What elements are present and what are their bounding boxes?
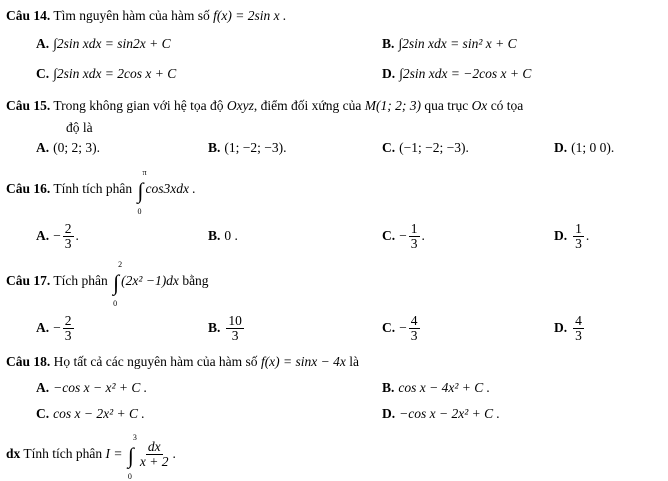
axis-name: Ox [471,98,488,113]
option-d[interactable]: D. ∫2sin xdx = −2cos x + C [382,66,532,81]
question-number: Câu 17. [6,273,51,288]
fraction: $\frac{4}{3}$ [410,313,418,344]
question-text: Tính tích phân [23,445,103,461]
option-b[interactable]: B. 0 . [208,228,238,243]
question-number: dx [6,445,21,461]
option-a[interactable]: A. −cos x − x² + C . [36,380,148,395]
option-d[interactable]: D. (1; 0 0). [554,140,615,155]
option-a[interactable]: A. ∫2sin xdx = sin2x + C [36,36,171,51]
option-b[interactable]: B. $\frac{10}{3}$ [208,313,242,344]
option-c[interactable]: C. − $\frac{1}{3}$ . [382,221,425,252]
question-text: Trong không gian với hệ tọa độ [53,98,224,113]
option-a[interactable]: A. (0; 2; 3). [36,140,100,155]
option-d[interactable]: D. $\frac{4}{3}$ [554,313,582,344]
question-text: Tính tích phân [53,181,133,196]
question-text: Họ tất cả các nguyên hàm của hàm số [53,354,258,369]
question-19: dx Tính tích phân I = ∫ 3 0 $\frac{dx}{x + 2}$ . [6,432,176,481]
fraction: $\frac{dx}{x + 2}$ [139,439,169,470]
fraction: $\frac{1}{3}$ [575,221,582,252]
question-17: Câu 17. Tích phân ∫ 2 0 (2x² −1)dx bằng [6,260,209,308]
question-number: Câu 15. [6,98,51,113]
option-d[interactable]: D. −cos x − 2x² + C . [382,406,500,421]
option-d[interactable]: D. $\frac{1}{3}$ . [554,221,590,252]
option-c[interactable]: C. cos x − 2x² + C . [36,406,145,421]
integrand: cos3xdx . [145,181,196,196]
fraction: $\frac{1}{3}$ [410,221,418,252]
integral-sign: ∫ 2 0 [113,260,123,308]
option-c[interactable]: C. − $\frac{4}{3}$ [382,313,418,344]
option-a[interactable]: A. − $\frac{2}{3}$ [36,313,72,344]
point-m: M(1; 2; 3) [364,98,421,113]
fraction: $\frac{4}{3}$ [575,313,582,344]
fraction: $\frac{2}{3}$ [64,313,72,344]
question-15: Câu 15. Trong không gian với hệ tọa độ Oxyz, điểm đối xứng của M(1; 2; 3) qua trục Ox có tọa [6,98,524,113]
coord-system: Oxyz [226,98,254,113]
question-text: Tìm nguyên hàm của hàm số [53,8,210,23]
question-number: Câu 16. [6,181,51,196]
option-b[interactable]: B. ∫2sin xdx = sin² x + C [382,36,517,51]
question-number: Câu 18. [6,354,51,369]
option-b[interactable]: B. (1; −2; −3). [208,140,287,155]
option-b[interactable]: B. cos x − 4x² + C . [382,380,491,395]
question-text: Tích phân [53,273,108,288]
option-c[interactable]: C. ∫2sin xdx = 2cos x + C [36,66,177,81]
fraction: $\frac{2}{3}$ [64,221,72,252]
fraction: $\frac{10}{3}$ [228,313,242,344]
integral-sign: ∫ 3 0 [127,432,137,481]
option-a[interactable]: A. − $\frac{2}{3}$ . [36,221,79,252]
question-16 [6,168,196,216]
integral-sign: ∫ π 0 [137,168,147,216]
function-expr: f(x) = 2sin x . [213,8,287,23]
integrand: (2x² −1)dx [121,273,179,288]
question-text-cont: độ là [66,120,93,135]
function-expr: f(x) = sinx − 4x [260,354,346,369]
question-number: Câu 14. [6,8,51,23]
question-18: Câu 18. Họ tất cả các nguyên hàm của hàm số f(x) = sinx − 4x là [6,354,360,369]
option-c[interactable]: C. (−1; −2; −3). [382,140,469,155]
question-14 [6,8,286,24]
